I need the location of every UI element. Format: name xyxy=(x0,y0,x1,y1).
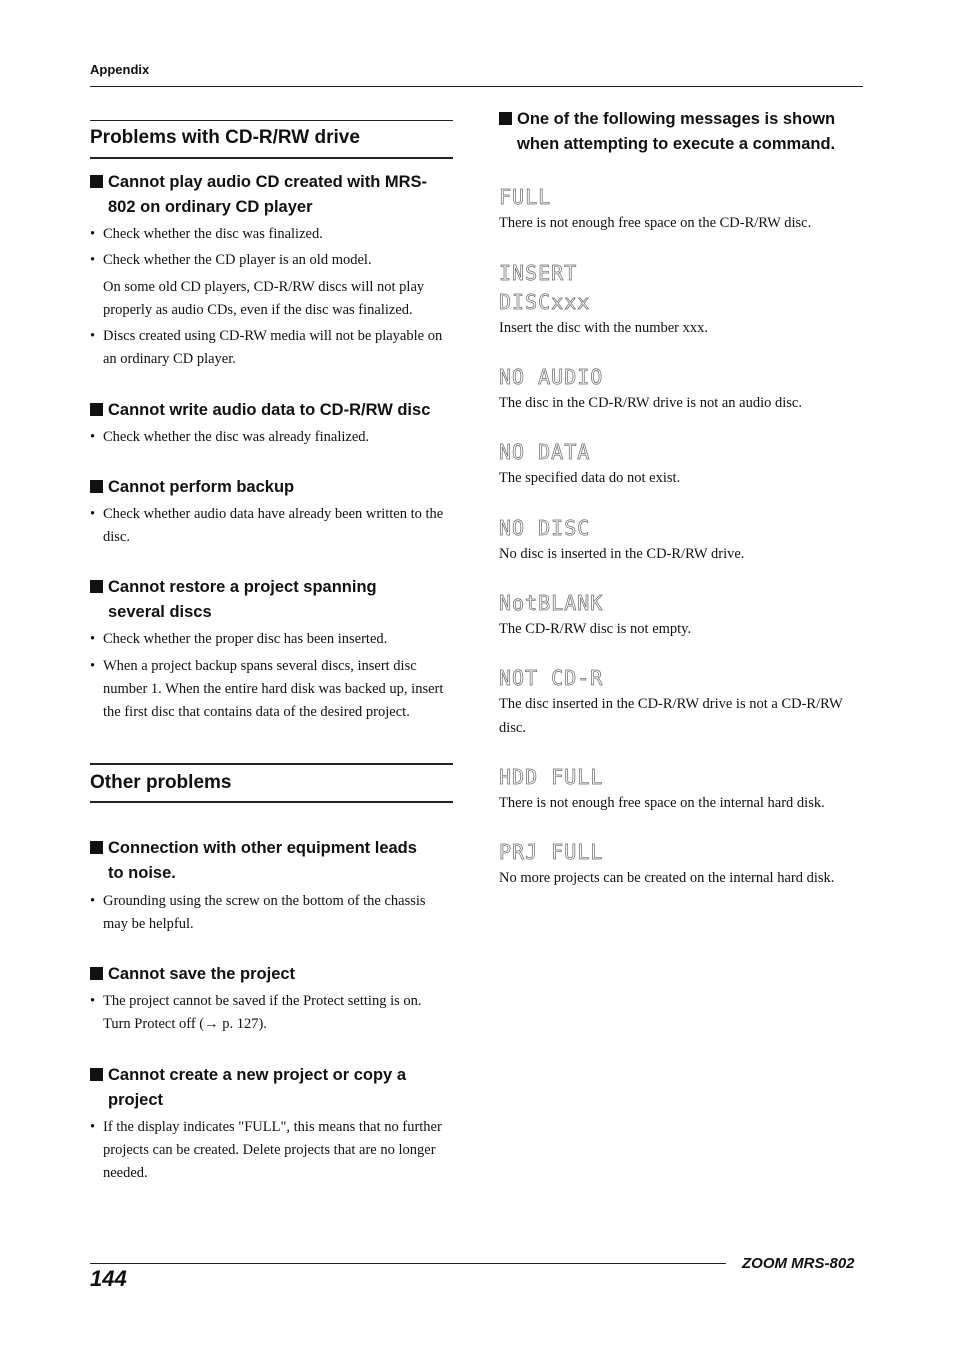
message-description: There is not enough free space on the internal hard disk. xyxy=(499,795,825,811)
message-code: NotBLANK xyxy=(499,591,604,615)
message-description: The specified data do not exist. xyxy=(499,470,681,486)
message-code: HDD FULL xyxy=(499,765,604,789)
section-title-other-problems: Other problems xyxy=(90,763,453,803)
message-code: PRJ FULL xyxy=(499,840,604,864)
message-description: Insert the disc with the number xxx. xyxy=(499,320,708,336)
subsection-heading-cannot-create: Cannot create a new project or copy a project xyxy=(90,1063,453,1113)
bullet-icon: • xyxy=(90,993,96,1009)
subsection-heading-cannot-backup: Cannot perform backup xyxy=(90,475,453,500)
section-title-cd-drive: Problems with CD-R/RW drive xyxy=(90,120,453,159)
square-bullet-icon xyxy=(90,175,103,188)
message-description: No disc is inserted in the CD-R/RW drive. xyxy=(499,546,745,562)
list-item: Discs created using CD-RW media will not be playable on an ordinary CD player. xyxy=(103,328,443,367)
message-description: There is not enough free space on the CD-R/RW disc. xyxy=(499,215,812,231)
footer-brand: ZOOM MRS-802 xyxy=(742,1255,855,1272)
subsection-heading-cannot-save: Cannot save the project xyxy=(90,962,453,987)
list-item: Check whether the disc was already finalized. xyxy=(103,429,370,445)
bullet-icon: • xyxy=(90,893,96,909)
list-item: Check whether the proper disc has been inserted. xyxy=(103,631,388,647)
subsection-heading-noise: Connection with other equipment leads to noise. xyxy=(90,836,453,886)
subsection-heading-messages: One of the following messages is shown when attempting to execute a command. xyxy=(499,107,863,157)
subsection-heading-cannot-restore: Cannot restore a project spanning several discs xyxy=(90,575,453,625)
message-code: NO DATA xyxy=(499,440,591,464)
footer-rule xyxy=(90,1263,726,1264)
bullet-icon: • xyxy=(90,631,96,647)
list-item: Check whether the disc was finalized. xyxy=(103,226,323,242)
bullet-icon: • xyxy=(90,328,96,344)
square-bullet-icon xyxy=(499,112,512,125)
bullet-icon: • xyxy=(90,429,96,445)
subsection-heading-cannot-write: Cannot write audio data to CD-R/RW disc xyxy=(90,398,453,423)
message-code-line2: DISCxxx xyxy=(499,290,591,314)
bullet-icon: • xyxy=(90,226,96,242)
bullet-icon: • xyxy=(90,506,96,522)
message-code: FULL xyxy=(499,185,552,209)
square-bullet-icon xyxy=(90,1068,103,1081)
list-item-paragraph: On some old CD players, CD-R/RW discs will not play properly as audio CDs, even if the disc was finalized. xyxy=(103,279,425,318)
subsection-heading-cannot-play: Cannot play audio CD created with MRS- 802 on ordinary CD player xyxy=(90,170,453,220)
message-code: NOT CD-R xyxy=(499,666,604,690)
header-rule xyxy=(90,86,863,87)
square-bullet-icon xyxy=(90,580,103,593)
message-description: The CD-R/RW disc is not empty. xyxy=(499,621,692,637)
bullet-icon: • xyxy=(90,252,96,268)
bullet-icon: • xyxy=(90,658,96,674)
list-item: If the display indicates "FULL", this means that no further projects can be created. Delete projects that are no longer needed. xyxy=(103,1119,442,1181)
list-item: Check whether the CD player is an old model. xyxy=(103,252,372,268)
message-code: NO DISC xyxy=(499,516,591,540)
square-bullet-icon xyxy=(90,480,103,493)
message-description: No more projects can be created on the internal hard disk. xyxy=(499,870,835,886)
square-bullet-icon xyxy=(90,403,103,416)
message-code: NO AUDIO xyxy=(499,365,604,389)
message-code: INSERT xyxy=(499,261,578,285)
list-item: When a project backup spans several discs, insert disc number 1. When the entire hard disk was backed up, insert the first disc that contains data of the desired project. xyxy=(103,658,444,720)
message-description: The disc in the CD-R/RW drive is not an audio disc. xyxy=(499,395,802,411)
page-number: 144 xyxy=(90,1266,127,1291)
list-item: Check whether audio data have already been written to the disc. xyxy=(103,506,444,545)
list-item: The project cannot be saved if the Protect setting is on. Turn Protect off (→ p. 127). xyxy=(103,993,422,1032)
list-item: Grounding using the screw on the bottom of the chassis may be helpful. xyxy=(103,893,426,932)
bullet-icon: • xyxy=(90,1119,96,1135)
running-header: Appendix xyxy=(90,62,150,77)
square-bullet-icon xyxy=(90,967,103,980)
square-bullet-icon xyxy=(90,841,103,854)
message-description: The disc inserted in the CD-R/RW drive is not a CD-R/RW disc. xyxy=(499,696,843,736)
